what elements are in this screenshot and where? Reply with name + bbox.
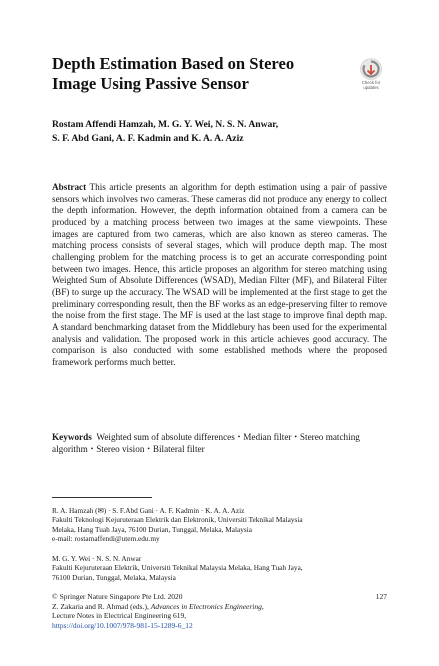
book-title: Advances in Electronics Engineering — [150, 601, 262, 611]
author-list — [52, 118, 352, 146]
check-for-updates-badge[interactable] — [354, 58, 388, 92]
affiliation-block — [52, 554, 387, 582]
affiliation-line: Fakulti Kejuruteraan Elektrik, Universiti Teknikal Malaysia Melaka, Hang Tuah Jaya, — [52, 563, 303, 573]
paper-title — [52, 54, 332, 94]
affiliation-authors: R. A. Hamzah (✉) · S. F.Abd Gani · A. F. Kadmin · K. A. A. Aziz — [52, 506, 245, 515]
publication-footer — [52, 592, 342, 630]
title-line: Depth Estimation Based on Stereo — [52, 54, 295, 73]
abstract-label: Abstract — [52, 182, 87, 192]
keyword: Bilateral filter — [152, 443, 205, 454]
affiliation-line: 76100 Durian, Tunggal, Melaka, Malaysia — [52, 572, 176, 582]
doi-link[interactable]: https://doi.org/10.1007/978-981-15-1289-6_12 — [52, 620, 193, 630]
page-number: 127 — [375, 592, 387, 601]
keywords-section — [52, 432, 387, 455]
keywords-label: Keywords — [52, 432, 92, 442]
abstract-text: This article presents an algorithm for depth estimation using a pair of passive sensors which involves two cameras. These cameras did not produce any energy to collect the depth information. However, the depth information obtained from a camera can be produced by a matching process between two images at the same viewpoints. These images are captured from two cameras, which are also known as stereo cameras. The matching process consists of several stages, which will produce depth map. The most challenging problem for the matching process is to get an accurate corresponding point between two images. Hence, this article proposes an algorithm for stereo matching using Weighted Sum of Absolute Differences (WSAD), Median Filter (MF), and Bilateral Filter (BF) to surge up the accuracy. The WSAD will be implemented at the first stage to get the preliminary corresponding result, then the BF works as an edge-preserving filter to remove the noise from the first stage. The MF is used at the last stage to improve final depth map. A standard benchmarking dataset from the Middlebury has been used for the experimental analysis and validation. The proposed work in this article achieves good accuracy. The comparison is also conducted with some established methods where the proposed framework performs much better. — [52, 182, 387, 367]
keyword: Weighted sum of absolute differences — [96, 432, 235, 442]
keyword-separator: • — [294, 433, 297, 441]
affiliation-authors: M. G. Y. Wei · N. S. N. Anwar — [52, 554, 142, 563]
check-for-updates-icon — [360, 58, 382, 80]
affiliation-line: Fakulti Teknologi Kejuruteraan Elektrik dan Elektronik, Universiti Teknikal Malaysia — [52, 515, 303, 525]
author-line: Rostam Affendi Hamzah, M. G. Y. Wei, N. S. N. Anwar, — [52, 119, 279, 130]
title-line: Image Using Passive Sensor — [52, 74, 249, 93]
keyword: Median filter — [243, 432, 292, 442]
keyword-separator: • — [237, 433, 241, 441]
editors-line: Z. Zakaria and R. Ahmad (eds.), Advances in Electronics Engineering, — [52, 601, 264, 611]
keyword-separator: • — [90, 444, 94, 453]
keyword: Stereo vision — [96, 443, 145, 454]
keyword-separator: • — [147, 444, 150, 453]
affiliation-line: Melaka, Hang Tuah Jaya, 76100 Durian, Tunggal, Melaka, Malaysia — [52, 524, 253, 534]
badge-label: Check for updates — [361, 80, 381, 90]
author-line: S. F. Abd Gani, A. F. Kadmin and K. A. A. Aziz — [52, 133, 244, 144]
series-line: Lecture Notes in Electrical Engineering 619, — [52, 611, 187, 621]
footnote-divider — [52, 497, 152, 498]
keyword: Stereo matching algorithm — [52, 432, 360, 454]
affiliation-block — [52, 506, 387, 544]
copyright-notice: © Springer Nature Singapore Pte Ltd. 2020 — [52, 592, 183, 601]
author-email[interactable]: e-mail: rostamaffendi@utem.edu.my — [52, 534, 160, 544]
abstract-section — [52, 182, 387, 369]
